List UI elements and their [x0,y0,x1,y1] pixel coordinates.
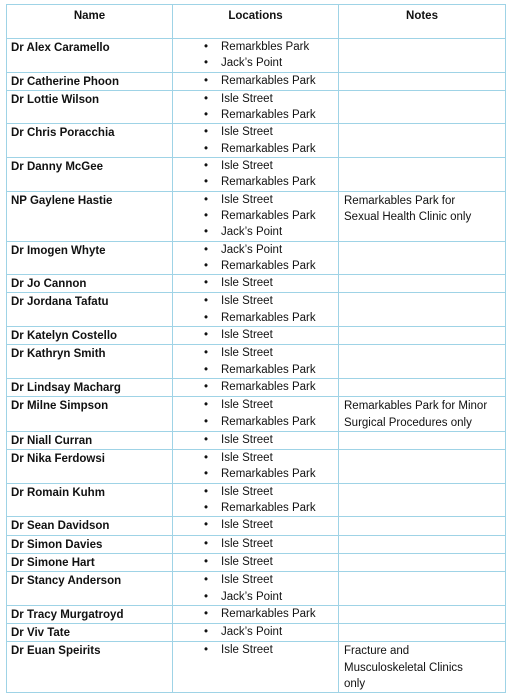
location-item: • Remarkables Park [204,73,334,89]
locations-list [177,345,334,378]
doctor-name-cell [7,378,173,396]
table-row [7,158,506,192]
location-item: • Remarkables Park [204,362,334,378]
locations-list [177,624,334,640]
notes-cell [339,191,506,241]
table-row [7,378,506,396]
table-row [7,624,506,642]
table-row [7,642,506,693]
locations-list [177,642,334,658]
doctor-name-cell [7,624,173,642]
table-row [7,39,506,73]
doctor-name: Dr Jordana Tafatu [11,296,109,309]
table-row [7,327,506,345]
notes-cell [339,553,506,571]
notes-text: Remarkables Park for Minor Surgical Procedures only [344,400,488,429]
locations-cell [173,535,339,553]
locations-cell [173,345,339,379]
location-item: • Jack’s Point [204,242,334,258]
doctor-name: Dr Sean Davidson [11,520,110,533]
location-item: • Remarkables Park [204,379,334,395]
header-locations: Locations [173,5,339,39]
locations-cell [173,605,339,623]
notes-cell [339,158,506,192]
locations-list [177,327,334,343]
locations-cell [173,327,339,345]
doctor-name: Dr Alex Caramello [11,42,110,54]
notes-cell [339,327,506,345]
locations-list [177,536,334,552]
notes-cell [339,90,506,124]
locations-cell [173,124,339,158]
location-item: • Isle Street [204,484,334,500]
location-item: • Isle Street [204,450,334,466]
location-item: • Isle Street [204,192,334,208]
location-item: • Isle Street [204,345,334,361]
notes-cell [339,483,506,517]
table-row [7,72,506,90]
doctor-name-cell [7,535,173,553]
location-item: • Remarkables Park [204,500,334,516]
notes-cell [339,345,506,379]
locations-list [177,450,334,483]
notes-cell [339,241,506,275]
doctor-name-cell [7,450,173,484]
doctor-name-cell [7,39,173,73]
notes-cell [339,39,506,73]
notes-cell [339,72,506,90]
doctor-name-cell [7,158,173,192]
doctor-name: Dr Euan Speirits [11,645,101,658]
doctor-name: Dr Romain Kuhm [11,486,105,499]
locations-list [177,73,334,89]
doctor-name-cell [7,345,173,379]
table-row [7,397,506,432]
table-row [7,450,506,484]
locations-list [177,554,334,570]
doctor-name-cell [7,293,173,327]
locations-cell [173,191,339,241]
location-item: • Isle Street [204,642,334,658]
table-row [7,483,506,517]
doctor-name-cell [7,72,173,90]
doctor-name: NP Gaylene Hastie [11,194,113,207]
table-row [7,431,506,449]
location-item: • Isle Street [204,293,334,309]
locations-list [177,379,334,395]
doctor-name-cell [7,275,173,293]
table-row [7,572,506,606]
table-row [7,124,506,158]
header-row [7,5,506,39]
locations-cell [173,241,339,275]
table-row [7,191,506,241]
doctor-name: Dr Catherine Phoon [11,75,119,88]
locations-cell [173,72,339,90]
table-row [7,517,506,535]
locations-list [177,124,334,157]
locations-cell [173,39,339,73]
notes-cell [339,535,506,553]
notes-cell [339,275,506,293]
header-name: Name [7,5,173,39]
locations-list [177,275,334,291]
locations-cell [173,378,339,396]
doctor-name-cell [7,397,173,432]
notes-cell [339,517,506,535]
locations-cell [173,624,339,642]
location-item: • Remarkables Park [204,258,334,274]
location-item: • Isle Street [204,554,334,570]
locations-list [177,192,334,241]
locations-cell [173,431,339,449]
notes-cell [339,605,506,623]
notes-cell [339,431,506,449]
doctor-name: Dr Jo Cannon [11,278,87,291]
locations-list [177,39,334,72]
locations-cell [173,517,339,535]
notes-cell [339,293,506,327]
location-item: • Remarkables Park [204,606,334,622]
location-item: • Remarkables Park [204,466,334,482]
location-item: • Remarkables Park [204,310,334,326]
location-item: • Isle Street [204,327,334,343]
location-item: • Remarkables Park [204,414,334,430]
location-item: • Remarkables Park [204,174,334,190]
notes-cell [339,572,506,606]
doctor-name-cell [7,90,173,124]
location-item: • Isle Street [204,124,334,140]
doctor-name: Dr Chris Poracchia [11,127,115,140]
doctor-name-cell [7,241,173,275]
location-item: • Isle Street [204,536,334,552]
locations-cell [173,158,339,192]
location-item: • Isle Street [204,91,334,107]
doctor-name-cell [7,553,173,571]
notes-cell [339,397,506,432]
notes-text: Remarkables Park for Sexual Health Clinic only [344,194,472,223]
locations-cell [173,642,339,693]
doctor-name: Dr Lottie Wilson [11,93,100,106]
notes-cell [339,624,506,642]
header-notes: Notes [339,5,506,39]
notes-cell [339,642,506,693]
notes-text: Fracture and Musculoskeletal Clinics only [344,645,463,690]
location-item: • Jack’s Point [204,624,334,640]
table-row [7,90,506,124]
doctor-name-cell [7,327,173,345]
doctor-name: Dr Viv Tate [11,627,71,640]
locations-list [177,397,334,430]
doctor-name-cell [7,191,173,241]
location-item: • Jack’s Point [204,55,334,71]
doctor-name: Dr Kathryn Smith [11,348,106,361]
locations-cell [173,275,339,293]
notes-cell [339,450,506,484]
locations-cell [173,293,339,327]
locations-list [177,572,334,605]
doctor-name: Dr Imogen Whyte [11,244,106,257]
location-item: • Remarkables Park [204,141,334,157]
locations-list [177,91,334,124]
doctor-name: Dr Danny McGee [11,161,104,174]
locations-cell [173,450,339,484]
doctors-locations-table [6,4,506,693]
table-row [7,605,506,623]
doctor-name: Dr Katelyn Costello [11,330,118,343]
doctor-name: Dr Tracy Murgatroyd [11,608,124,621]
locations-list [177,293,334,326]
doctor-name-cell [7,517,173,535]
locations-list [177,517,334,533]
locations-list [177,484,334,517]
table-row [7,275,506,293]
table-row [7,535,506,553]
table-row [7,293,506,327]
locations-list [177,432,334,448]
locations-cell [173,572,339,606]
doctor-name-cell [7,572,173,606]
doctor-name: Dr Simone Hart [11,556,95,569]
location-item: • Isle Street [204,432,334,448]
doctor-name: Dr Niall Curran [11,434,93,447]
location-item: • Isle Street [204,397,334,413]
location-item: • Isle Street [204,572,334,588]
location-item: • Remarkables Park [204,208,334,224]
doctor-name: Dr Stancy Anderson [11,575,122,588]
table-row [7,241,506,275]
doctor-name-cell [7,605,173,623]
locations-cell [173,553,339,571]
locations-cell [173,397,339,432]
location-item: • Remarkbles Park [204,39,334,55]
doctor-name-cell [7,642,173,693]
doctor-name-cell [7,431,173,449]
locations-cell [173,90,339,124]
location-item: • Remarkables Park [204,107,334,123]
table-row [7,345,506,379]
location-item: • Isle Street [204,158,334,174]
location-item: • Isle Street [204,275,334,291]
doctor-name: Dr Milne Simpson [11,400,109,413]
table-body [7,39,506,693]
locations-list [177,606,334,622]
location-item: • Jack’s Point [204,224,334,240]
location-item: • Isle Street [204,517,334,533]
doctor-name-cell [7,124,173,158]
notes-cell [339,124,506,158]
locations-cell [173,483,339,517]
doctor-name: Dr Simon Davies [11,538,103,551]
locations-list [177,242,334,275]
location-item: • Jack’s Point [204,589,334,605]
notes-cell [339,378,506,396]
table-row [7,553,506,571]
doctor-name: Dr Lindsay Macharg [11,381,121,394]
locations-list [177,158,334,191]
doctor-name: Dr Nika Ferdowsi [11,453,105,466]
doctor-name-cell [7,483,173,517]
